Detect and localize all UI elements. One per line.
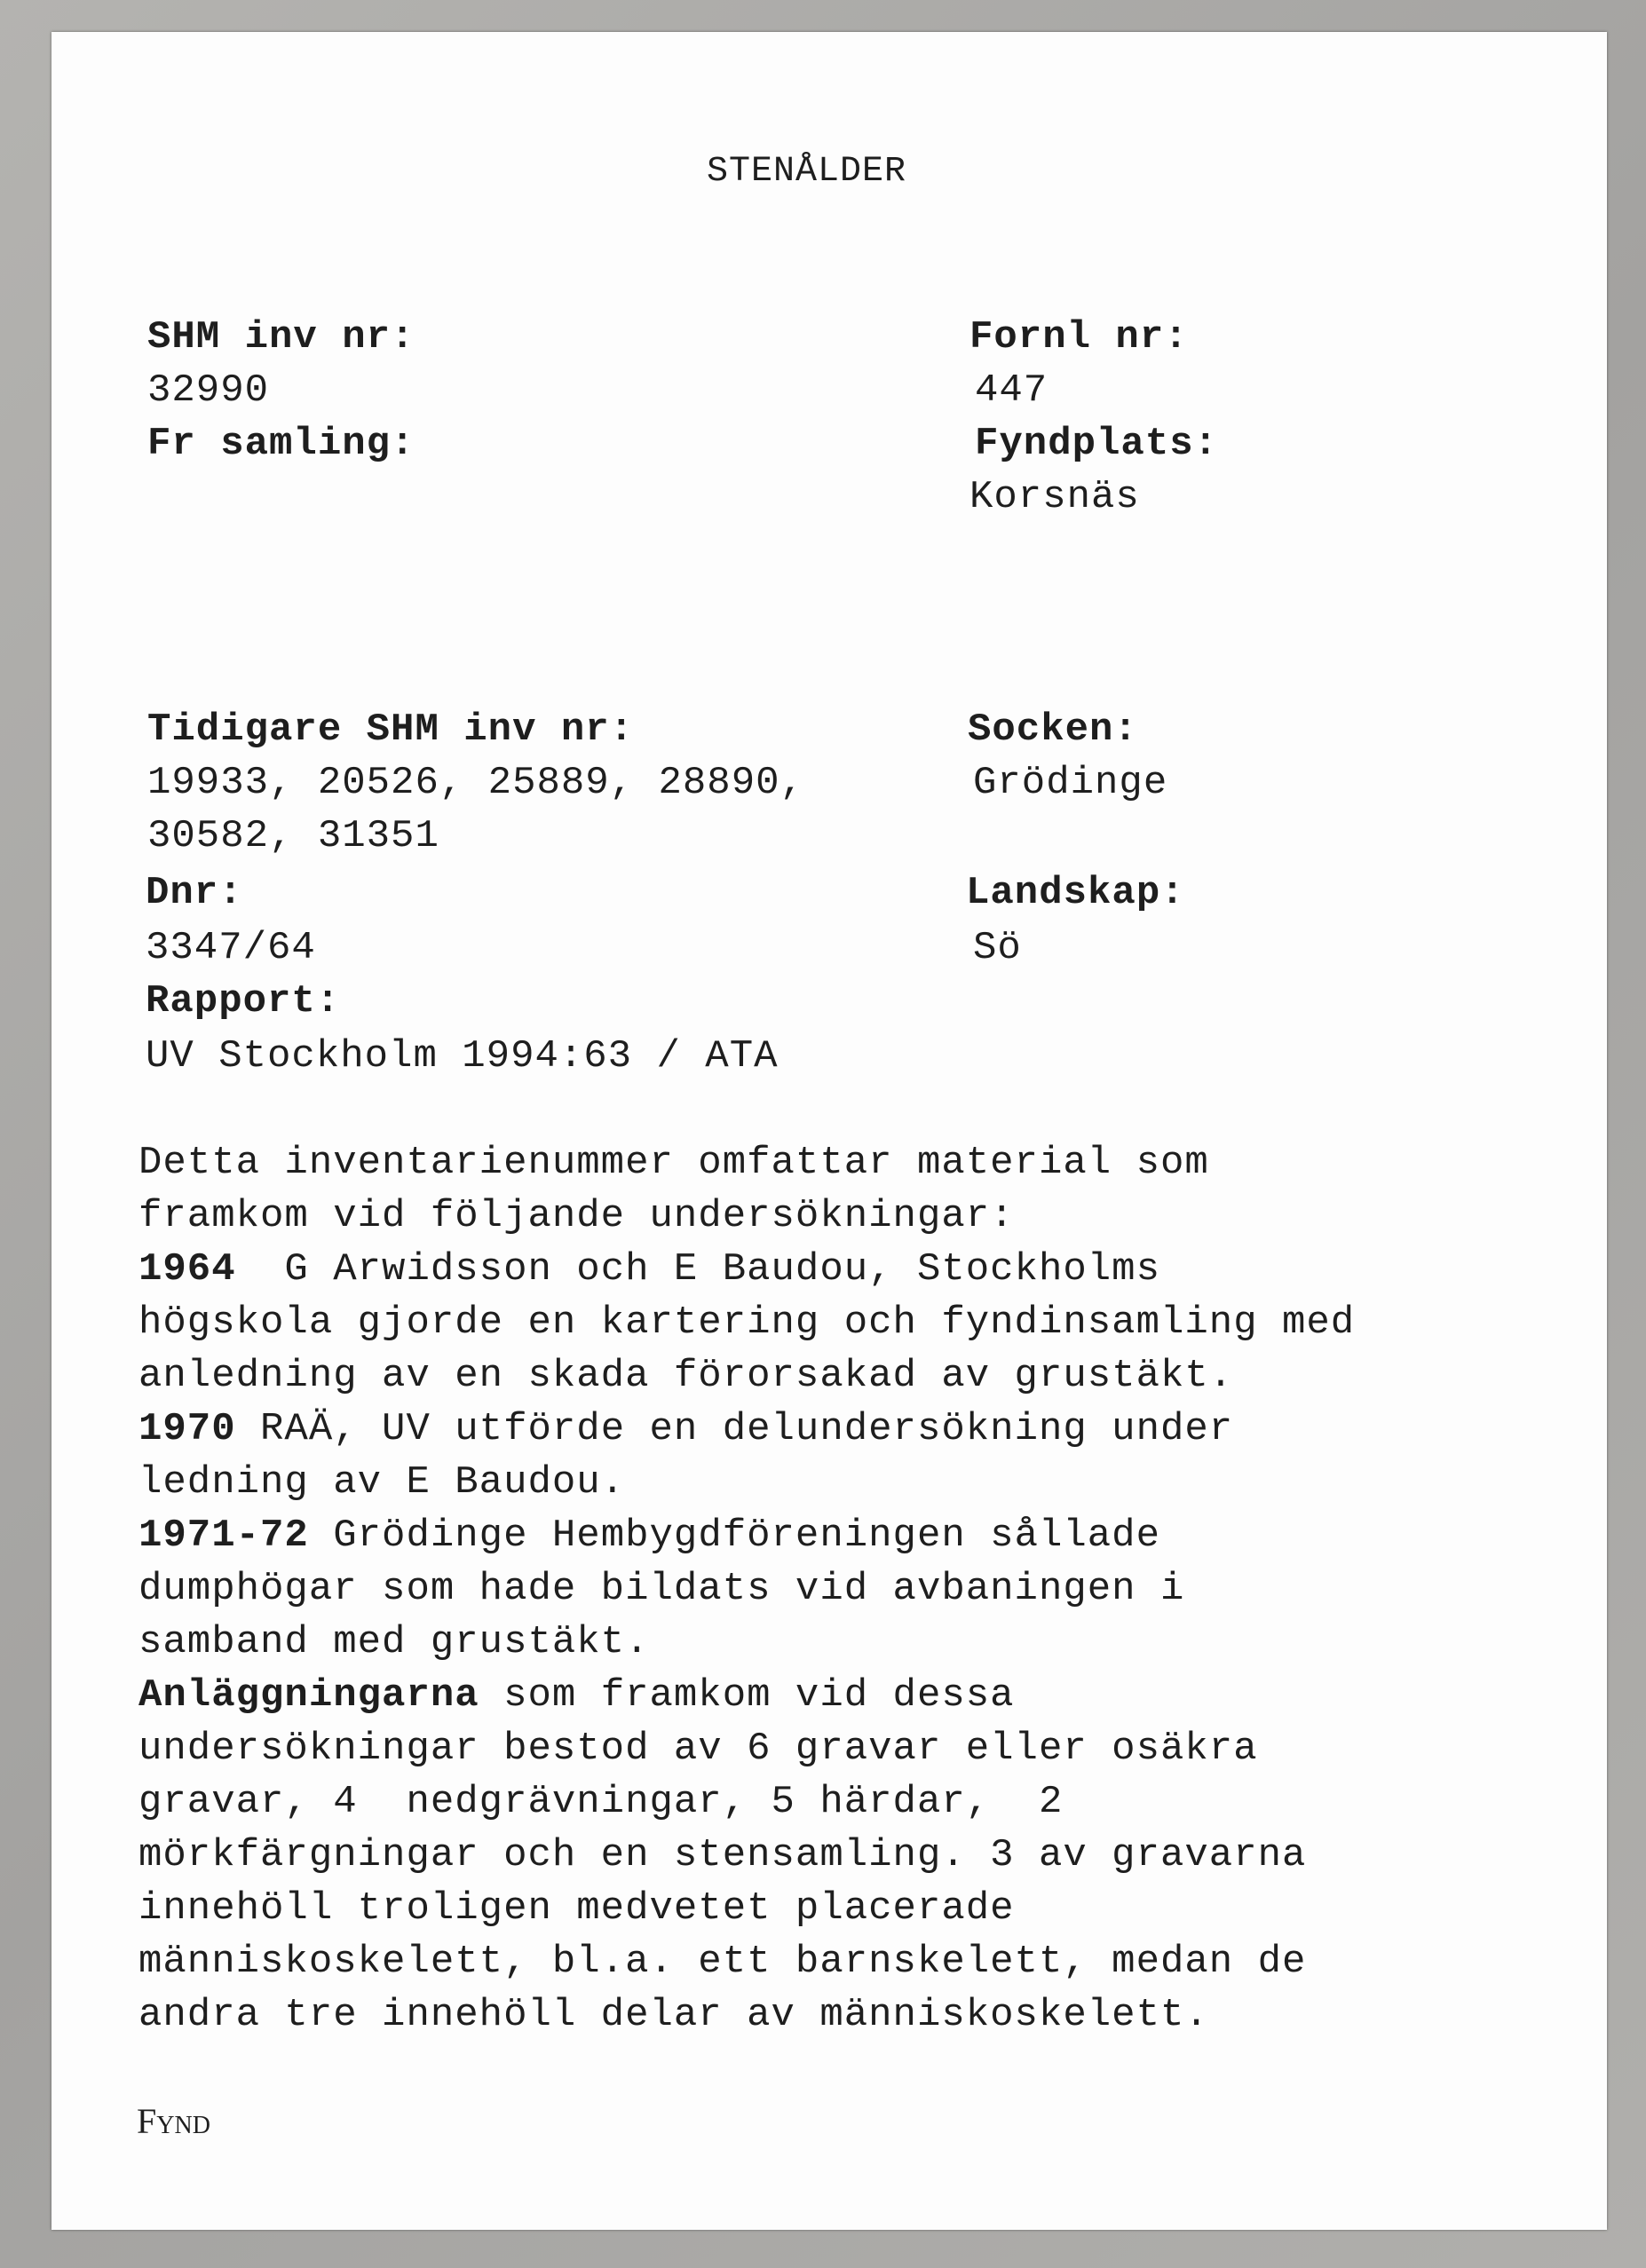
anlaggningar-text: som framkom vid dessa	[479, 1673, 1015, 1718]
anlaggningar-line-1	[138, 1669, 1559, 1722]
entry-1971	[138, 1509, 1559, 1562]
tidigare-value-line-1: 19933, 20526, 25889, 28890,	[147, 761, 804, 805]
landskap-label: Landskap:	[966, 871, 1185, 915]
entry-1971-text: Grödinge Hembygdföreningen sållade	[308, 1513, 1160, 1558]
fr-samling-label: Fr samling:	[147, 422, 415, 466]
landskap-value: Sö	[973, 926, 1022, 970]
document-title: STENÅLDER	[707, 152, 907, 192]
dnr-value: 3347/64	[146, 926, 316, 970]
socken-value: Grödinge	[973, 761, 1168, 805]
entry-1970-text: RAÄ, UV utförde en delundersökning under	[235, 1407, 1234, 1451]
description-text	[138, 1136, 1559, 2042]
fornl-label: Fornl nr:	[969, 315, 1189, 360]
rapport-value: UV Stockholm 1994:63 / ATA	[146, 1034, 779, 1079]
shm-inv-label: SHM inv nr:	[147, 315, 415, 360]
anlaggningar-line-4: mörkfärgningar och en stensamling. 3 av gravarna	[138, 1833, 1307, 1877]
tidigare-value-line-2: 30582, 31351	[147, 814, 439, 858]
entry-1971-line-3: samband med grustäkt.	[138, 1620, 650, 1664]
anlaggningar-line-6: människoskelett, bl.a. ett barnskelett, medan de	[138, 1940, 1307, 1984]
entry-1964-line-2: högskola gjorde en kartering och fyndinsamling med	[138, 1300, 1356, 1345]
entry-1970-line-2: ledning av E Baudou.	[138, 1460, 626, 1505]
intro-line-1: Detta inventarienummer omfattar material som	[138, 1141, 1209, 1185]
entry-1970	[138, 1403, 1559, 1456]
anlaggningar-line-2: undersökningar bestod av 6 gravar eller osäkra	[138, 1727, 1258, 1771]
year-1964: 1964	[138, 1247, 236, 1292]
shm-inv-value: 32990	[147, 368, 270, 413]
entry-1971-line-2: dumphögar som hade bildats vid avbaningen i	[138, 1567, 1185, 1611]
tidigare-label: Tidigare SHM inv nr:	[147, 707, 635, 752]
entry-1964-line-3: anledning av en skada förorsakad av grustäkt.	[138, 1354, 1234, 1398]
entry-1964-text: G Arwidsson och E Baudou, Stockholms	[235, 1247, 1160, 1292]
anlaggningar-line-5: innehöll troligen medvetet placerade	[138, 1886, 1015, 1931]
year-1971-72: 1971-72	[138, 1513, 309, 1558]
year-1970: 1970	[138, 1407, 236, 1451]
fornl-value: 447	[975, 368, 1049, 413]
intro-line-2: framkom vid följande undersökningar:	[138, 1194, 1015, 1238]
anlaggningarna-word: Anläggningarna	[138, 1673, 479, 1718]
socken-label: Socken:	[968, 707, 1138, 752]
anlaggningar-line-3: gravar, 4 nedgrävningar, 5 härdar, 2	[138, 1780, 1064, 1824]
rapport-label: Rapport:	[146, 979, 341, 1023]
fynd-heading: Fynd	[137, 2101, 210, 2141]
entry-1964	[138, 1243, 1559, 1296]
fyndplats-value: Korsnäs	[969, 475, 1140, 519]
fyndplats-label: Fyndplats:	[975, 422, 1219, 466]
document-sheet	[51, 32, 1607, 2230]
anlaggningar-line-7: andra tre innehöll delar av människoskelett.	[138, 1993, 1209, 2037]
dnr-label: Dnr:	[146, 871, 243, 915]
